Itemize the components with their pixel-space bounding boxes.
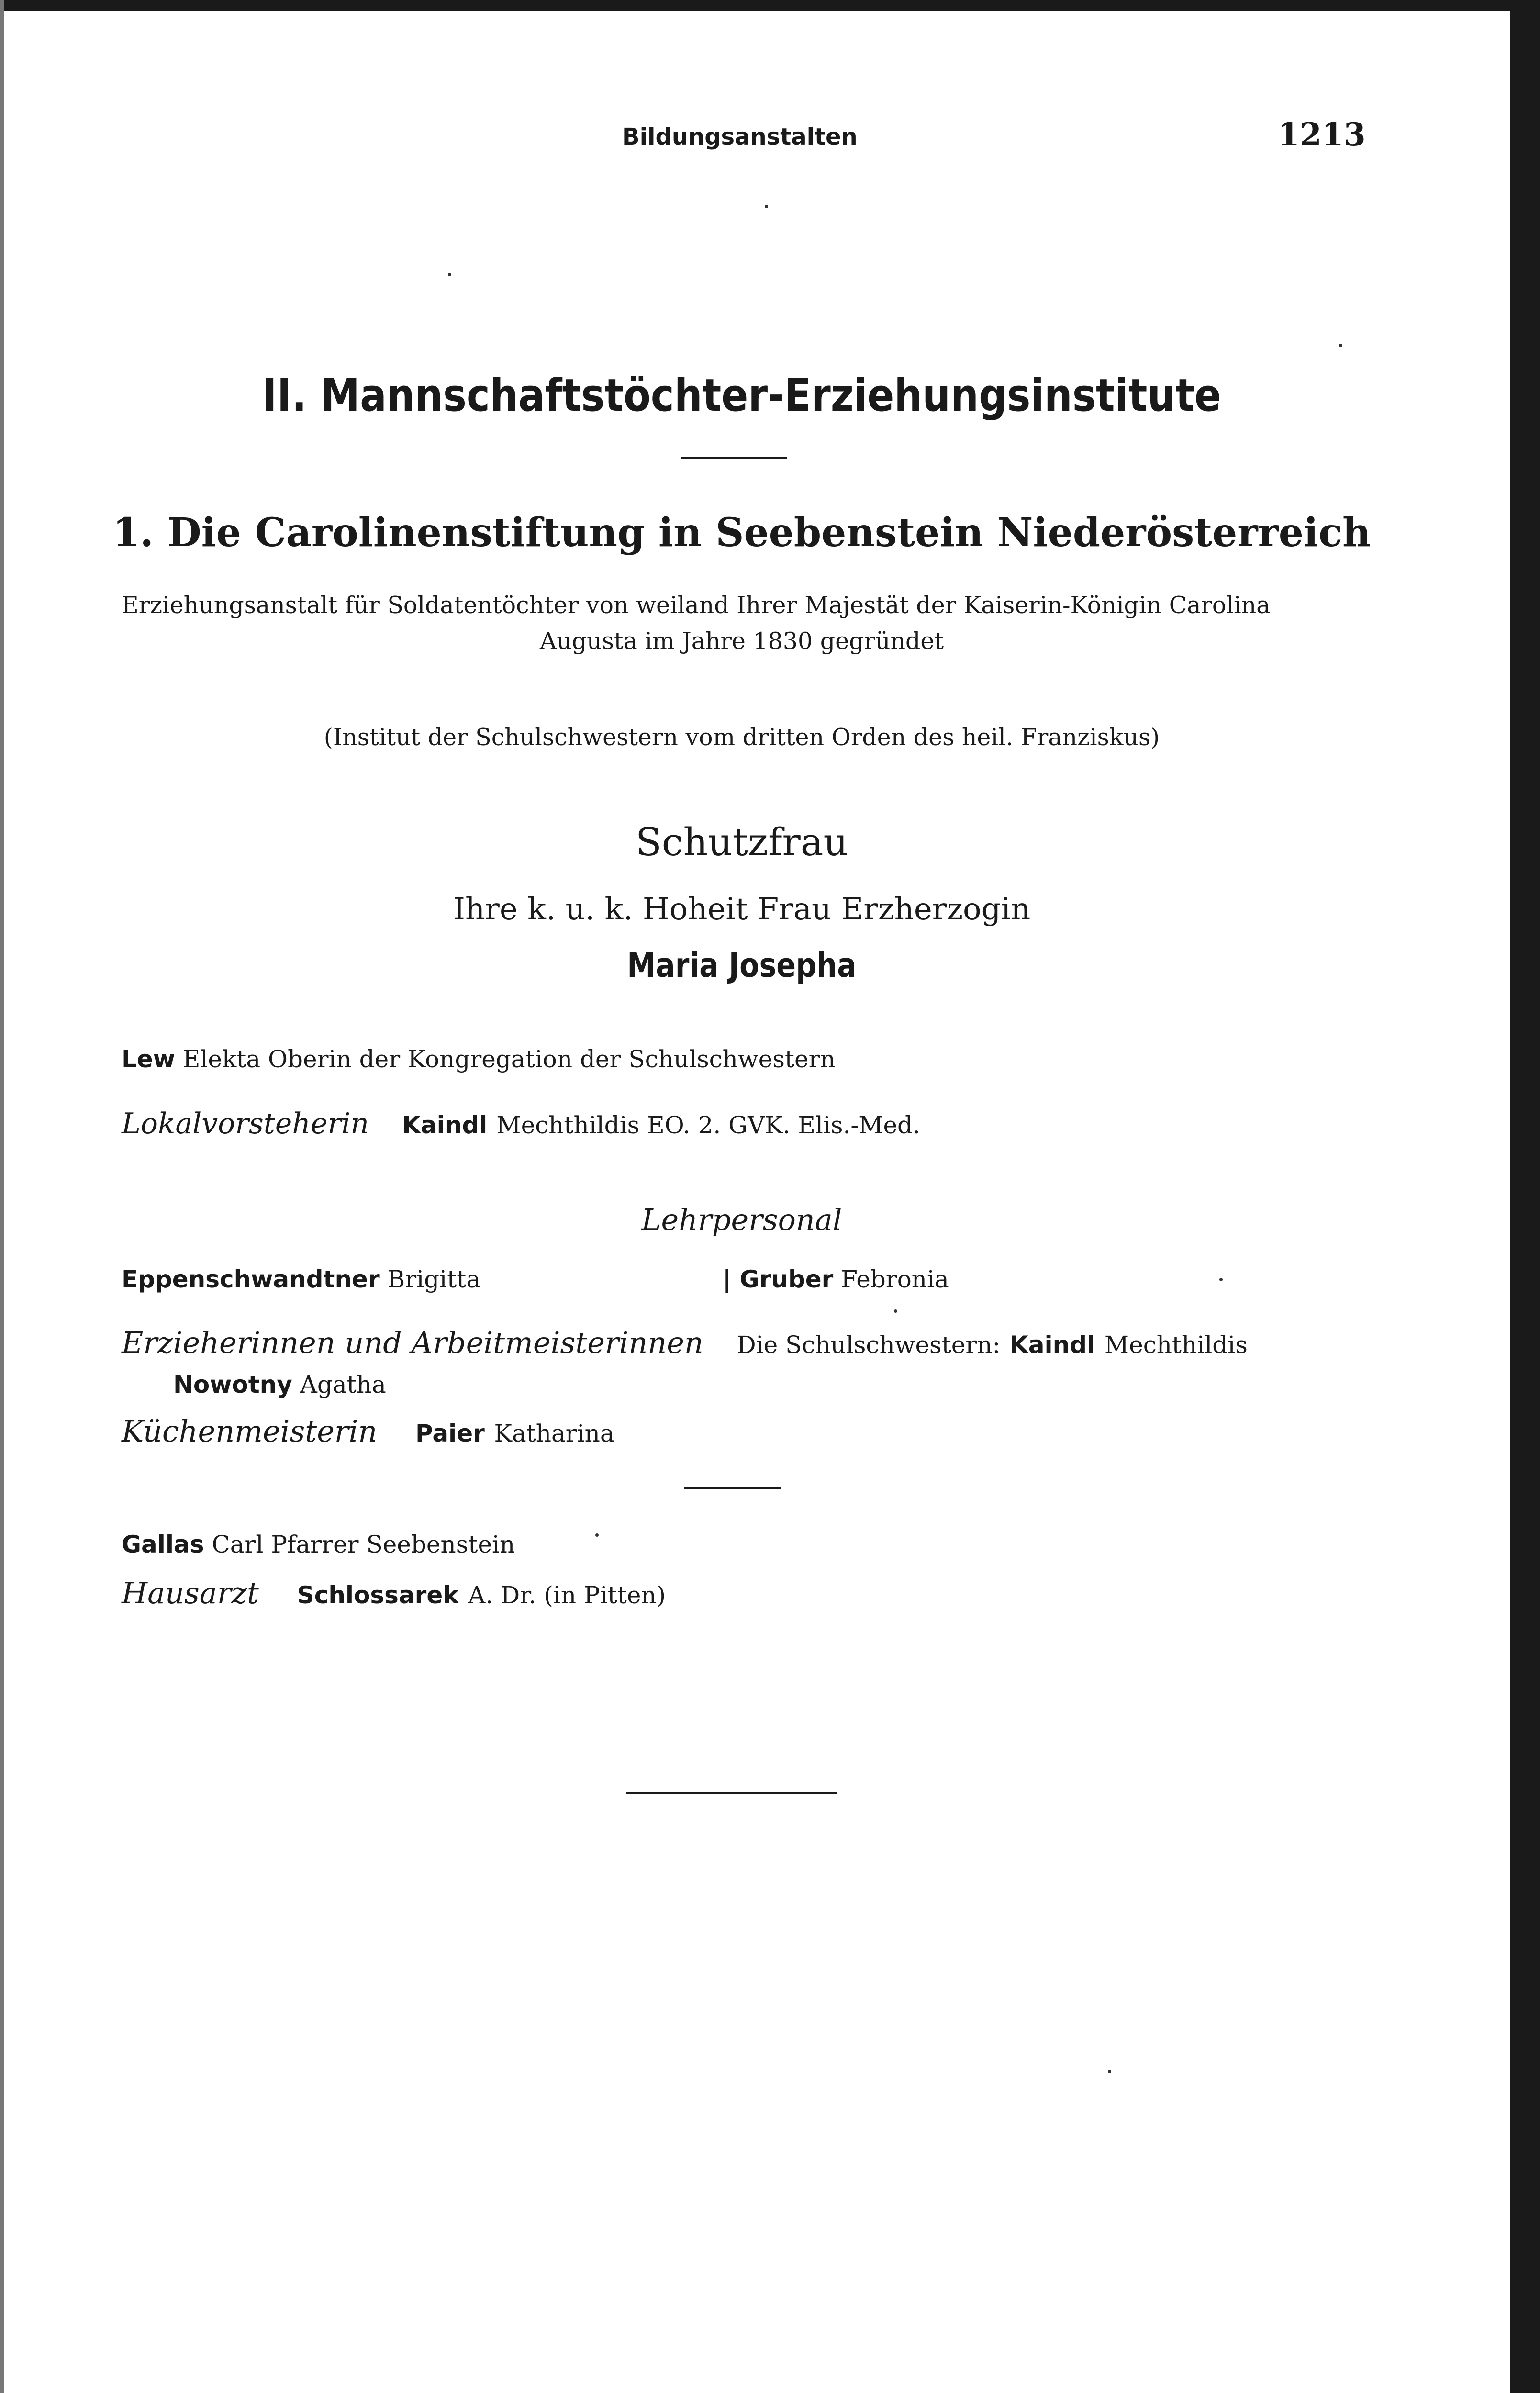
doctor-details: A. Dr. (in Pitten) (468, 1581, 666, 1609)
educator-surname: Nowotny (173, 1371, 292, 1398)
kitchen-role: Küchenmeisterin (122, 1414, 378, 1449)
institution-heading: 1. Die Carolinenstiftung in Seebenstein Niederösterreich (112, 510, 1371, 556)
scan-speck (448, 273, 451, 276)
kitchen-surname: Paier (415, 1420, 485, 1447)
description-line-1: Erziehungsanstalt für Soldatentöchter von weiland Ihrer Majestät der Kaiserin-Königin Carolina (122, 592, 1271, 619)
teacher-given-name: Brigitta (387, 1265, 481, 1293)
teacher-given-name: Febronia (841, 1265, 949, 1293)
title-rule (681, 457, 787, 459)
educator-given-name: Agatha (300, 1371, 386, 1398)
institute-note: (Institut der Schulschwestern vom dritten Orden des heil. Franziskus) (324, 724, 1160, 751)
head-details: Mechthildis EO. 2. GVK. Elis.-Med. (496, 1111, 920, 1139)
divider-rule (684, 1487, 781, 1489)
educators-role: Erzieherinnen und Arbeitmeisterinnen (122, 1325, 703, 1360)
patroness-heading: Schutzfrau (635, 820, 848, 864)
head-role: Lokalvorsteherin (122, 1107, 369, 1141)
superior-surname: Lew (122, 1045, 175, 1073)
scan-border-left (0, 0, 4, 2393)
page-number: 1213 (1278, 116, 1366, 153)
patroness-title: Ihre k. u. k. Hoheit Frau Erzherzogin (453, 892, 1031, 927)
patroness-name: Maria Josepha (627, 946, 857, 985)
teacher-surname: Eppenschwandtner (122, 1265, 380, 1293)
kitchen-given-name: Katharina (494, 1420, 614, 1447)
priest-surname: Gallas (122, 1531, 204, 1558)
scan-speck (595, 1533, 599, 1537)
educator-entry (173, 1373, 386, 1397)
superior-entry (122, 1047, 836, 1071)
head-entry (122, 1107, 920, 1141)
doctor-surname: Schlossarek (297, 1581, 459, 1609)
scan-speck (1108, 2070, 1111, 2073)
description-line-2: Augusta im Jahre 1830 gegründet (539, 627, 944, 655)
priest-entry (122, 1532, 515, 1556)
educator-surname: Kaindl (1010, 1331, 1095, 1359)
teacher-entry: | Gruber Febronia (723, 1265, 949, 1293)
educators-lead: Die Schulschwestern: (737, 1331, 1001, 1359)
scan-border-top (0, 0, 1540, 11)
teacher-entry (122, 1267, 480, 1291)
scan-border-right (1510, 0, 1540, 2393)
priest-details: Carl Pfarrer Seebenstein (212, 1531, 515, 1558)
scan-speck (1219, 1278, 1223, 1281)
scan-speck (1339, 344, 1342, 347)
scan-speck (765, 205, 768, 208)
doctor-role: Hausarzt (122, 1576, 259, 1610)
section-title: II. Mannschaftstöchter-Erziehungsinstitute (262, 369, 1221, 422)
scan-speck (894, 1309, 897, 1313)
end-rule (626, 1792, 837, 1794)
educators-entry (122, 1325, 1248, 1360)
running-title: Bildungsanstalten (622, 123, 858, 150)
head-surname: Kaindl (402, 1111, 488, 1139)
teaching-staff-heading: Lehrpersonal (641, 1202, 842, 1237)
superior-details: Elekta Oberin der Kongregation der Schulschwestern (182, 1045, 836, 1073)
educator-given-name: Mechthildis (1104, 1331, 1248, 1359)
doctor-entry (122, 1578, 666, 1608)
kitchen-entry (122, 1414, 614, 1449)
teacher-surname: Gruber (739, 1265, 834, 1293)
